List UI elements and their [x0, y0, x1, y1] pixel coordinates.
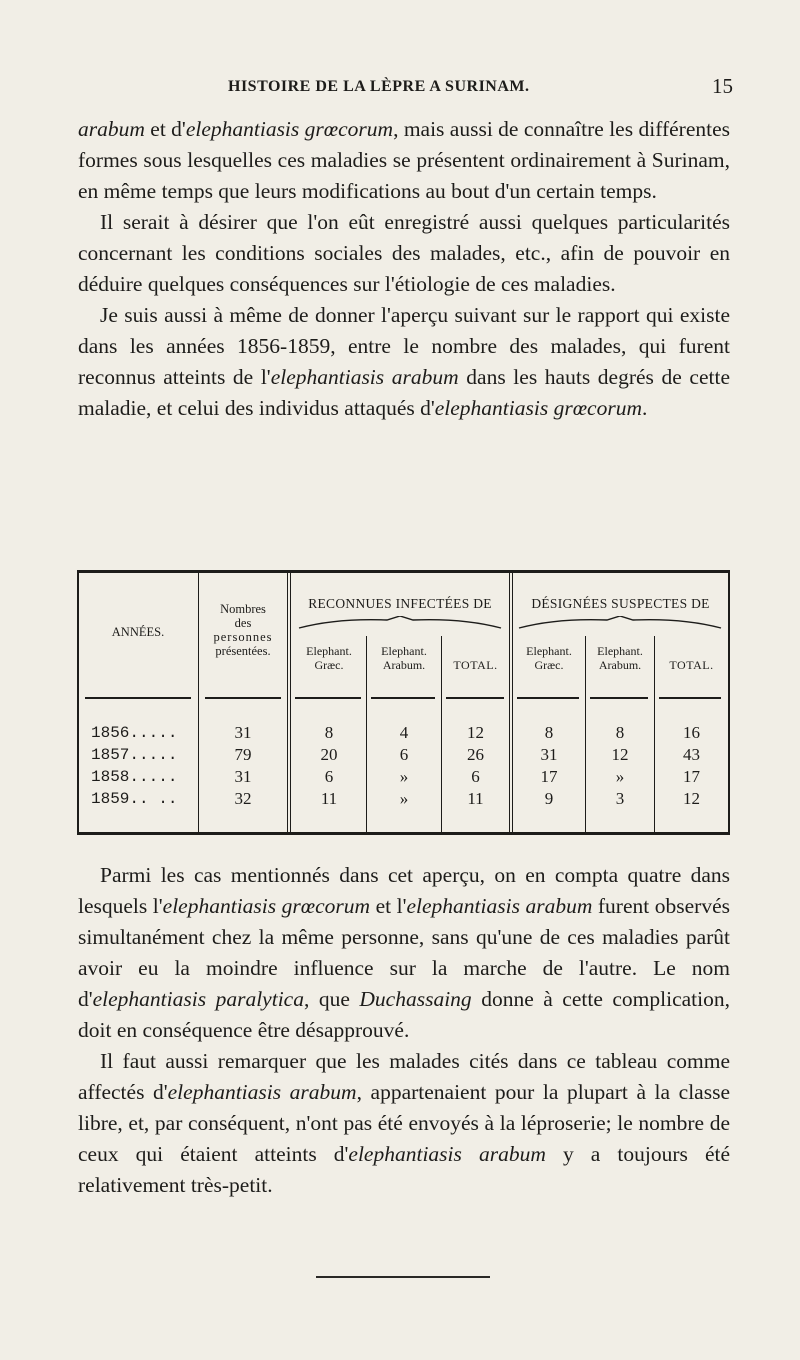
table-cell-sus-graec: 31 [540, 745, 558, 764]
running-head [0, 74, 800, 102]
table-cell-rec-total: 26 [467, 745, 484, 764]
table-cell-year: 1859.. .. [91, 790, 178, 808]
table-cell-rec-arab: » [399, 789, 409, 808]
table-cell-persons: 79 [234, 745, 252, 764]
italic-term: elephantiasis arabum [406, 894, 593, 918]
running-title: HISTOIRE DE LA LÈPRE A SURINAM. [228, 78, 530, 95]
header-persons-line: des [234, 616, 252, 630]
group-title-suspected: DÉSIGNÉES SUSPECTES DE [531, 596, 710, 611]
header-rule [205, 697, 281, 699]
subheader-sus-arab [586, 644, 654, 672]
header-rule [590, 697, 648, 699]
table-cell-year: 1857..... [91, 746, 178, 764]
subheader-sus-graec [513, 644, 585, 672]
paragraph [78, 1046, 730, 1201]
subheader-rec-total: TOTAL. [453, 658, 498, 672]
table-cell-persons: 31 [234, 723, 252, 742]
subheader-line: Græc. [314, 658, 344, 672]
subheader-line: Græc. [534, 658, 564, 672]
header-rule [446, 697, 504, 699]
table-cell-sus-total: 17 [683, 767, 700, 786]
subheader-line: Elephant. [597, 644, 643, 658]
header-persons-line: présentées. [215, 644, 271, 658]
table-cell-sus-graec: 8 [544, 723, 554, 742]
text-run: Parmi les cas mentionnés dans cet aperçu, on en compta quatre dans lesquels l' [78, 863, 730, 918]
header-persons [199, 602, 287, 658]
paragraph [78, 114, 730, 207]
table-cell-rec-graec: 8 [324, 723, 334, 742]
header-rule [295, 697, 361, 699]
subheader-line: Elephant. [306, 644, 352, 658]
subheader-line: Arabum. [382, 658, 426, 672]
table-cell-sus-arab: » [615, 767, 625, 786]
table-cell-sus-arab: 12 [611, 745, 629, 764]
header-rule [517, 697, 579, 699]
text-run: , que [303, 987, 360, 1011]
table-cell-rec-graec: 11 [320, 789, 338, 808]
italic-term: elephantiasis arabum [270, 365, 459, 389]
text-run: y a toujours été relativement très-petit. [78, 1142, 731, 1197]
table-cell-sus-total: 43 [683, 745, 700, 764]
italic-term: elephantiasis grœcorum [185, 117, 394, 141]
table-cell-persons: 32 [234, 789, 252, 808]
paragraph [78, 300, 730, 424]
table-left-border [77, 570, 79, 835]
paragraph [78, 207, 730, 300]
column-divider [287, 570, 288, 832]
text-run: furent observés simultanément chez la même personne, sans qu'une de ces maladies parût avoir eu la moindre influence sur la marche de l'autre. Le nom d' [78, 894, 730, 1011]
subheader-line: Arabum. [598, 658, 642, 672]
italic-term: elephantiasis paralytica [92, 987, 304, 1011]
statistics-table [77, 570, 730, 838]
table-right-border [728, 570, 730, 835]
table-bottom-rule [77, 832, 730, 835]
text-run: , mais aussi de connaître les différentes formes sous lesquelles ces maladies se présentent ordinairement à Surinam, en même temps que leurs modifications au bout d'un certain temps. [78, 117, 731, 203]
table-cell-sus-arab: 3 [615, 789, 625, 808]
table-cell-rec-total: 11 [467, 789, 484, 808]
text-run: donne à cette complication, doit en conséquence être désapprouvé. [78, 987, 730, 1042]
subheader-line: Elephant. [381, 644, 427, 658]
table-cell-rec-arab: » [399, 767, 409, 786]
text-run: et d' [144, 117, 186, 141]
header-persons-line: personnes [213, 630, 273, 644]
table-cell-sus-total: 12 [683, 789, 700, 808]
page-number: 15 [712, 74, 733, 98]
header-rule [659, 697, 721, 699]
text-block-top [78, 114, 730, 424]
italic-term: elephantiasis grœcorum [434, 396, 642, 420]
table-cell-sus-graec: 9 [544, 789, 554, 808]
table-top-rule [77, 570, 730, 573]
text-run: Je suis aussi à même de donner l'aperçu suivant sur le rapport qui existe dans les années 1856-1859, entre le nombre des malades, qui furent reconnus atteints de l' [78, 303, 730, 389]
table-cell-rec-total: 6 [471, 767, 480, 786]
text-run: et l' [370, 894, 407, 918]
table-cell-sus-graec: 17 [540, 767, 558, 786]
italic-term: arabum [78, 117, 145, 141]
subheader-rec-graec [291, 644, 367, 672]
group-title-recognized: RECONNUES INFECTÉES DE [308, 596, 492, 611]
text-block-bottom [78, 860, 730, 1201]
italic-term: elephantiasis arabum [348, 1142, 546, 1166]
header-rule [371, 697, 435, 699]
header-years: ANNÉES. [111, 625, 165, 639]
brace-recognized [297, 616, 503, 630]
italic-term: elephantiasis grœcorum [162, 894, 371, 918]
text-run: . [641, 396, 648, 420]
subheader-sus-total: TOTAL. [669, 658, 714, 672]
table-cell-rec-graec: 6 [324, 767, 334, 786]
header-persons-line: Nombres [220, 602, 266, 616]
paragraph [78, 860, 730, 1046]
table-cell-rec-arab: 4 [399, 723, 409, 742]
table-cell-sus-arab: 8 [615, 723, 625, 742]
text-run: Il serait à désirer que l'on eût enregistré aussi quelques particularités concernant les conditions sociales des malades, etc., afin de pouvoir en déduire quelques conséquences sur l'étiologie de ces maladies. [78, 210, 730, 296]
subheader-rec-arab [367, 644, 441, 672]
brace-suspected [517, 616, 723, 630]
italic-term: elephantiasis arabum [167, 1080, 357, 1104]
text-run: dans les hauts degrés de cette maladie, et celui des individus attaqués d' [78, 365, 731, 420]
table-cell-persons: 31 [234, 767, 252, 786]
column-divider [509, 570, 510, 832]
table-cell-rec-graec: 20 [320, 745, 338, 764]
table-cell-year: 1858..... [91, 768, 178, 786]
header-rule [85, 697, 191, 699]
subheader-line: Elephant. [526, 644, 572, 658]
text-run: Il faut aussi remarquer que les malades cités dans ce tableau comme affectés d' [78, 1049, 730, 1104]
table-cell-year: 1856..... [91, 724, 178, 742]
text-run: , appartenaient pour la plupart à la classe libre, et, par conséquent, n'ont pas été envoyés à la léproserie; le nombre de ceux qui étaient atteints d' [78, 1080, 730, 1166]
italic-term: Duchassaing [359, 987, 472, 1011]
table-cell-rec-total: 12 [467, 723, 484, 742]
table-cell-rec-arab: 6 [399, 745, 409, 764]
table-cell-sus-total: 16 [683, 723, 700, 742]
end-rule [316, 1276, 490, 1278]
